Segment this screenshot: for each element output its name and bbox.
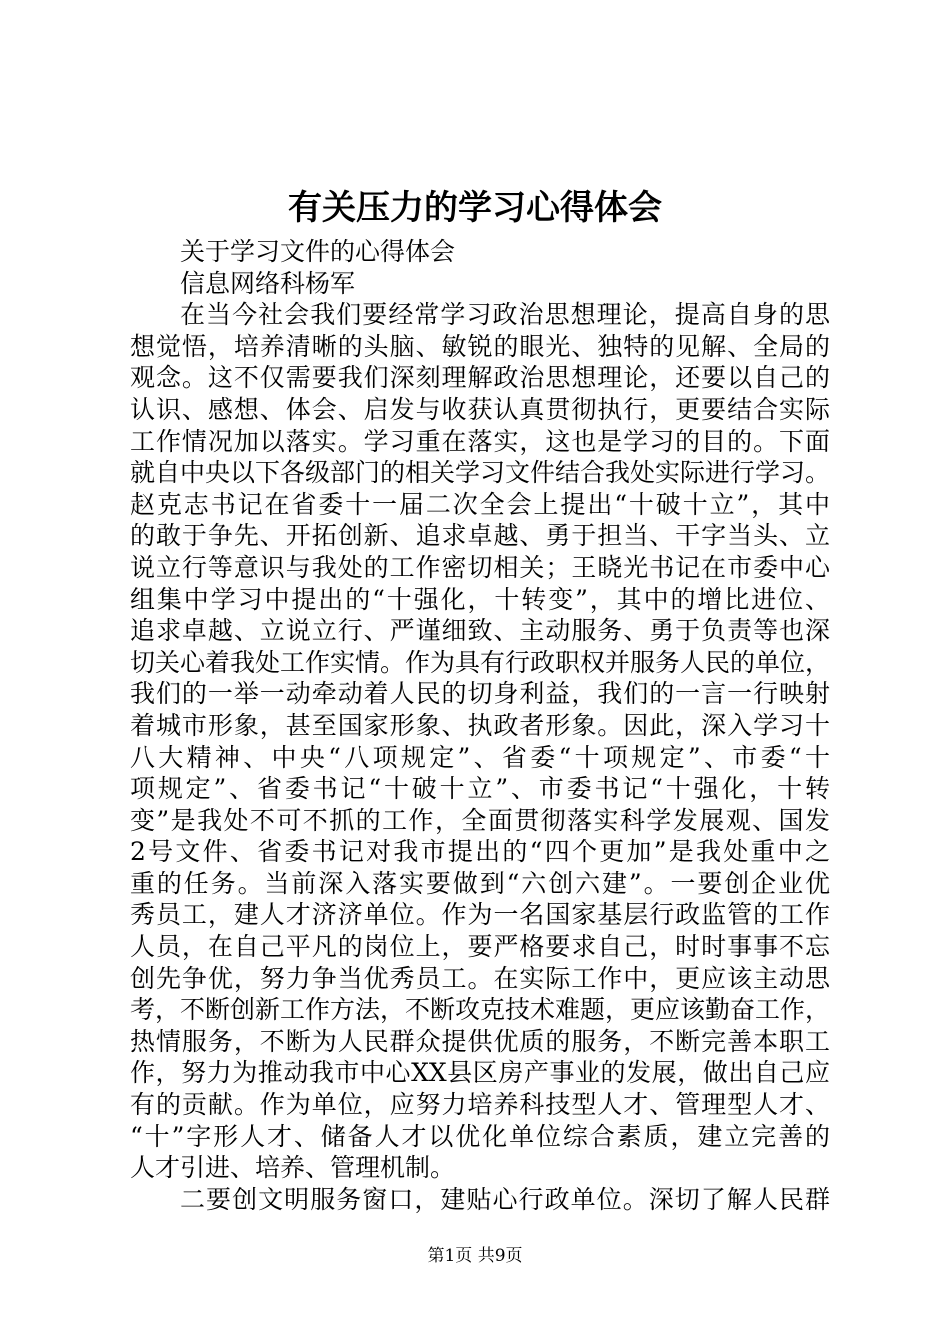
text-line: 信息网络科杨军	[180, 268, 356, 298]
text-line: 追求卓越、立说立行、严谨细致、主动服务、勇于负责等也深	[130, 616, 830, 646]
text-line: 观念。这不仅需要我们深刻理解政治思想理论，还要以自己的	[130, 363, 830, 393]
text-line: 我们的一举一动牵动着人民的切身利益，我们的一言一行映射	[130, 679, 830, 709]
text-line: 说立行等意识与我处的工作密切相关；王晓光书记在市委中心	[130, 552, 830, 582]
text-line: 想觉悟，培养清晰的头脑、敏锐的眼光、独特的见解、全局的	[130, 331, 830, 361]
text-line: 关于学习文件的心得体会	[180, 237, 456, 266]
text-line: 的敢于争先、开拓创新、追求卓越、勇于担当、干字当头、立	[130, 521, 830, 551]
text-line: “十”字形人才、储备人才以优化单位综合素质，建立完善的	[130, 1121, 830, 1151]
text-line: 就自中央以下各级部门的相关学习文件结合我处实际进行学习。	[130, 458, 831, 488]
text-line: 考，不断创新工作方法，不断攻克技术难题，更应该勤奋工作，	[130, 995, 831, 1025]
text-line: 赵克志书记在省委十一届二次全会上提出“十破十立”，其中	[130, 489, 830, 519]
document-body	[130, 236, 830, 1215]
text-line: 热情服务，不断为人民群众提供优质的服务，不断完善本职工	[130, 1026, 830, 1056]
text-line: 项规定”、省委书记“十破十立”、市委书记“十强化，十转	[130, 774, 830, 804]
text-line: 认识、感想、体会、启发与收获认真贯彻执行，更要结合实际	[130, 394, 830, 424]
text-line: 变”是我处不可不抓的工作，全面贯彻落实科学发展观、国发	[130, 805, 830, 835]
text-line: 着城市形象，甚至国家形象、执政者形象。因此，深入学习十	[130, 710, 830, 740]
text-line: 在当今社会我们要经常学习政治思想理论，提高自身的思	[180, 300, 830, 330]
text-line: 二要创文明服务窗口，建贴心行政单位。深切了解人民群	[180, 1184, 830, 1214]
text-line: 八大精神、中央“八项规定”、省委“十项规定”、市委“十	[130, 742, 830, 772]
text-line: 人才引进、培养、管理机制。	[130, 1153, 456, 1183]
text-line: 2号文件、省委书记对我市提出的“四个更加”是我处重中之	[130, 837, 830, 867]
page-footer: 第1页 共9页	[427, 1246, 523, 1266]
text-line: 人员，在自己平凡的岗位上，要严格要求自己，时时事事不忘	[130, 932, 830, 962]
text-line: 重的任务。当前深入落实要做到“六创六建”。一要创企业优	[130, 868, 830, 898]
text-line: 作，努力为推动我市中心XX县区房产事业的发展，做出自己应	[130, 1058, 830, 1088]
text-line: 有的贡献。作为单位，应努力培养科技型人才、管理型人才、	[130, 1090, 830, 1120]
text-line: 工作情况加以落实。学习重在落实，这也是学习的目的。下面	[130, 426, 830, 456]
text-line: 切关心着我处工作实情。作为具有行政职权并服务人民的单位，	[130, 647, 831, 677]
page-title: 有关压力的学习心得体会	[288, 188, 662, 228]
text-line: 创先争优，努力争当优秀员工。在实际工作中，更应该主动思	[130, 963, 830, 993]
text-line: 组集中学习中提出的“十强化，十转变”，其中的增比进位、	[130, 584, 830, 614]
text-line: 秀员工，建人才济济单位。作为一名国家基层行政监管的工作	[130, 900, 830, 930]
